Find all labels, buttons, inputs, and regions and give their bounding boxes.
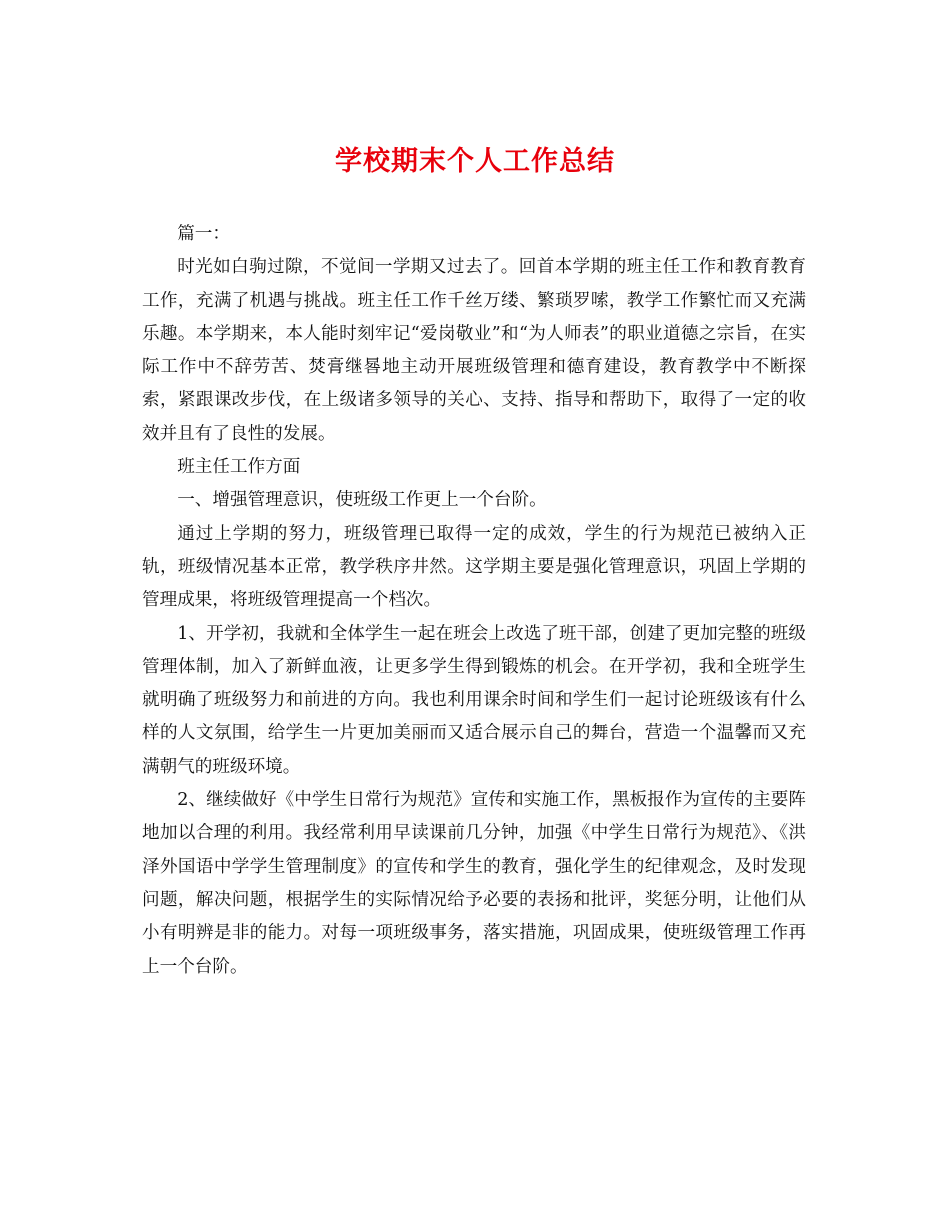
paragraph-management-overview: 通过上学期的努力，班级管理已取得一定的成效，学生的行为规范已被纳入正轨，班级情况基本正常，教学秩序井然。这学期主要是强化管理意识，巩固上学期的管理成果，将班级管理提高一个档次。: [142, 523, 806, 611]
document-body: [142, 218, 806, 984]
paragraph-section-label: 篇一：: [177, 224, 230, 244]
paragraph-intro: 时光如白驹过隙，不觉间一学期又过去了。回首本学期的班主任工作和教育教育工作，充满了机遇与挑战。班主任工作千丝万缕、繁琐罗嗦，教学工作繁忙而又充满乐趣。本学期来，本人能时刻牢记“爱岗敬业”和“为人师表”的职业道德之宗旨，在实际工作中不辞劳苦、焚膏继晷地主动开展班级管理和德育建设，教育教学中不断探索，紧跟课改步伐，在上级诸多领导的关心、支持、指导和帮助下，取得了一定的收效并且有了良性的发展。: [142, 257, 806, 444]
document-title: 学校期末个人工作总结: [335, 146, 615, 177]
paragraph-item-1: 1、开学初，我就和全体学生一起在班会上改选了班干部，创建了更加完整的班级管理体制，加入了新鲜血液，让更多学生得到锻炼的机会。在开学初，我和全班学生就明确了班级努力和前进的方向。我也利用课余时间和学生们一起讨论班级该有什么样的人文氛围，给学生一片更加美丽而又适合展示自己的舞台，营造一个温馨而又充满朝气的班级环境。: [142, 623, 806, 777]
paragraph-item-2: 2、继续做好《中学生日常行为规范》宣传和实施工作，黑板报作为宣传的主要阵地加以合理的利用。我经常利用早读课前几分钟，加强《中学生日常行为规范》、《洪泽外国语中学学生管理制度》的宣传和学生的教育，强化学生的纪律观念，及时发现问题，解决问题，根据学生的实际情况给予必要的表扬和批评，奖惩分明，让他们从小有明辨是非的能力。对每一项班级事务，落实措施，巩固成果，使班级管理工作再上一个台阶。: [142, 790, 806, 977]
paragraph-subheading-management: 一、增强管理意识，使班级工作更上一个台阶。: [177, 490, 547, 511]
paragraph-heading-class-work: 班主任工作方面: [177, 457, 301, 478]
